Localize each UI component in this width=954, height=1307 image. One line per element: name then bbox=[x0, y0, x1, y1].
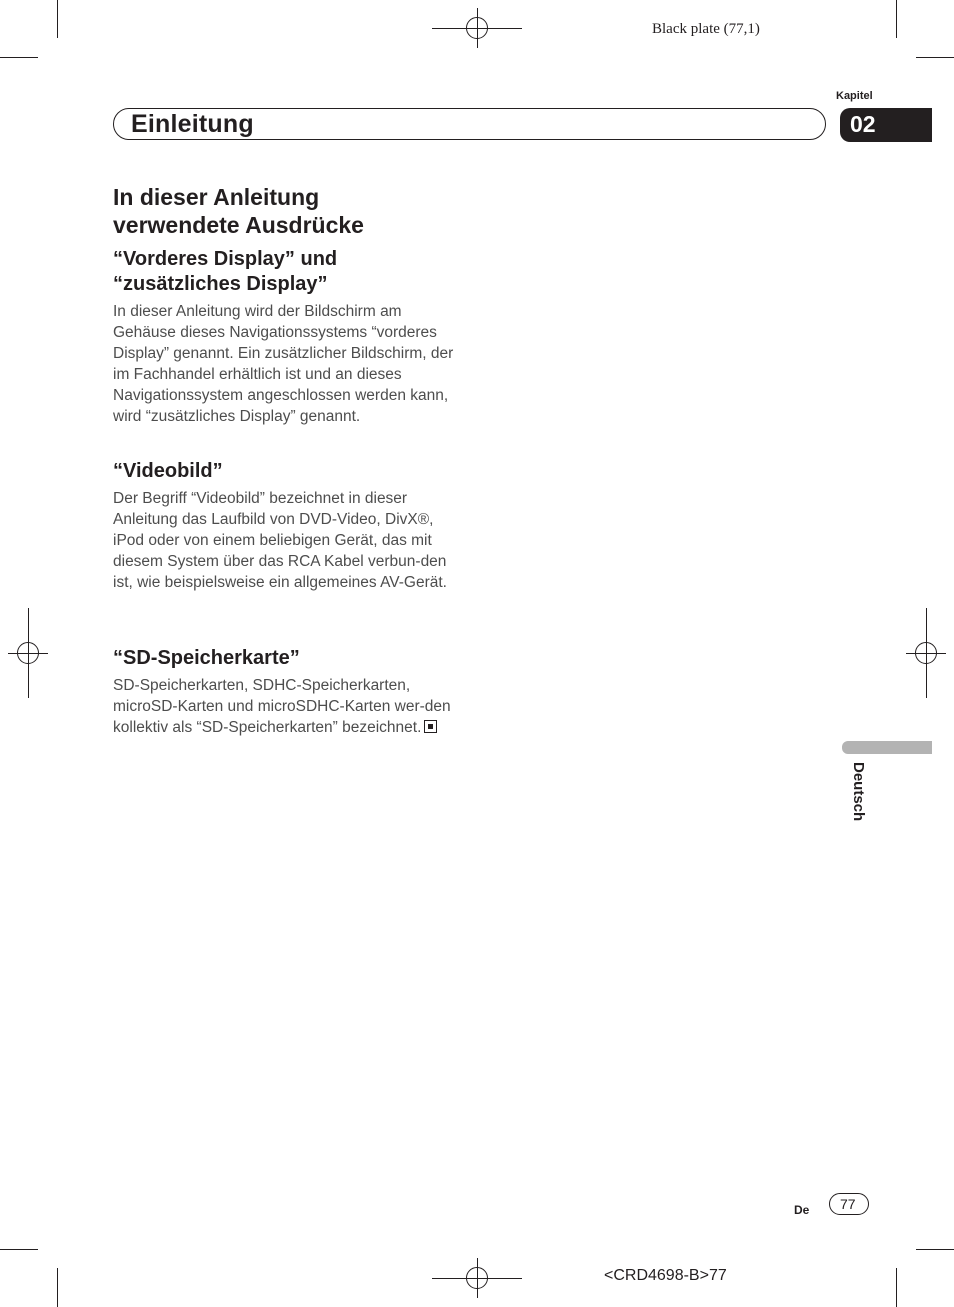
crop-mark bbox=[896, 0, 897, 38]
language-label: Deutsch bbox=[850, 762, 867, 822]
section-body: Der Begriff “Videobild” bezeichnet in dieser Anleitung das Laufbild von DVD-Video, DivX®, iPod oder von einem beliebigen Gerät, das mit diesem System über das RCA Kabel verbun-den ist, wie beispielsweise ein allgemeines AV-Gerät. bbox=[113, 490, 447, 591]
chapter-title: Einleitung bbox=[131, 110, 254, 138]
plate-label: Black plate (77,1) bbox=[652, 21, 760, 37]
section-title: “SD-Speicherkarte” bbox=[113, 647, 300, 669]
page-number: 77 bbox=[840, 1196, 856, 1212]
crop-mark bbox=[57, 0, 58, 38]
crop-mark bbox=[916, 57, 954, 58]
language-tab bbox=[842, 741, 932, 754]
registration-mark bbox=[466, 1267, 488, 1289]
registration-mark bbox=[466, 17, 488, 39]
page-heading: In dieser Anleitung verwendete Ausdrücke bbox=[113, 184, 364, 238]
kapitel-label: Kapitel bbox=[836, 90, 873, 102]
crop-mark bbox=[896, 1268, 897, 1307]
section-body: In dieser Anleitung wird der Bildschirm am Gehäuse dieses Navigationssystems “vorderes Display” genannt. Ein zusätzlicher Bildschirm, der im Fachhandel erhältlich ist und an dieses Navigationssystem angeschlossen werden kann, wird “zusätzliches Display” genannt. bbox=[113, 303, 454, 425]
crop-mark bbox=[0, 57, 38, 58]
language-code: De bbox=[794, 1203, 810, 1217]
section-title: “Videobild” bbox=[113, 460, 223, 482]
document-code: <CRD4698-B>77 bbox=[604, 1267, 727, 1284]
section-title: “Vorderes Display” und “zusätzliches Display” bbox=[113, 248, 338, 295]
crop-mark bbox=[57, 1268, 58, 1307]
section-body-container bbox=[113, 675, 453, 738]
crop-mark bbox=[0, 1249, 38, 1250]
section-body: SD-Speicherkarten, SDHC-Speicherkarten, microSD-Karten und microSDHC-Karten wer-den kollektiv als “SD-Speicherkarten” bezeichnet. bbox=[113, 677, 451, 736]
chapter-number: 02 bbox=[850, 111, 876, 137]
registration-mark bbox=[17, 642, 39, 664]
end-of-section-icon bbox=[424, 720, 437, 733]
crop-mark bbox=[916, 1249, 954, 1250]
registration-mark bbox=[915, 642, 937, 664]
